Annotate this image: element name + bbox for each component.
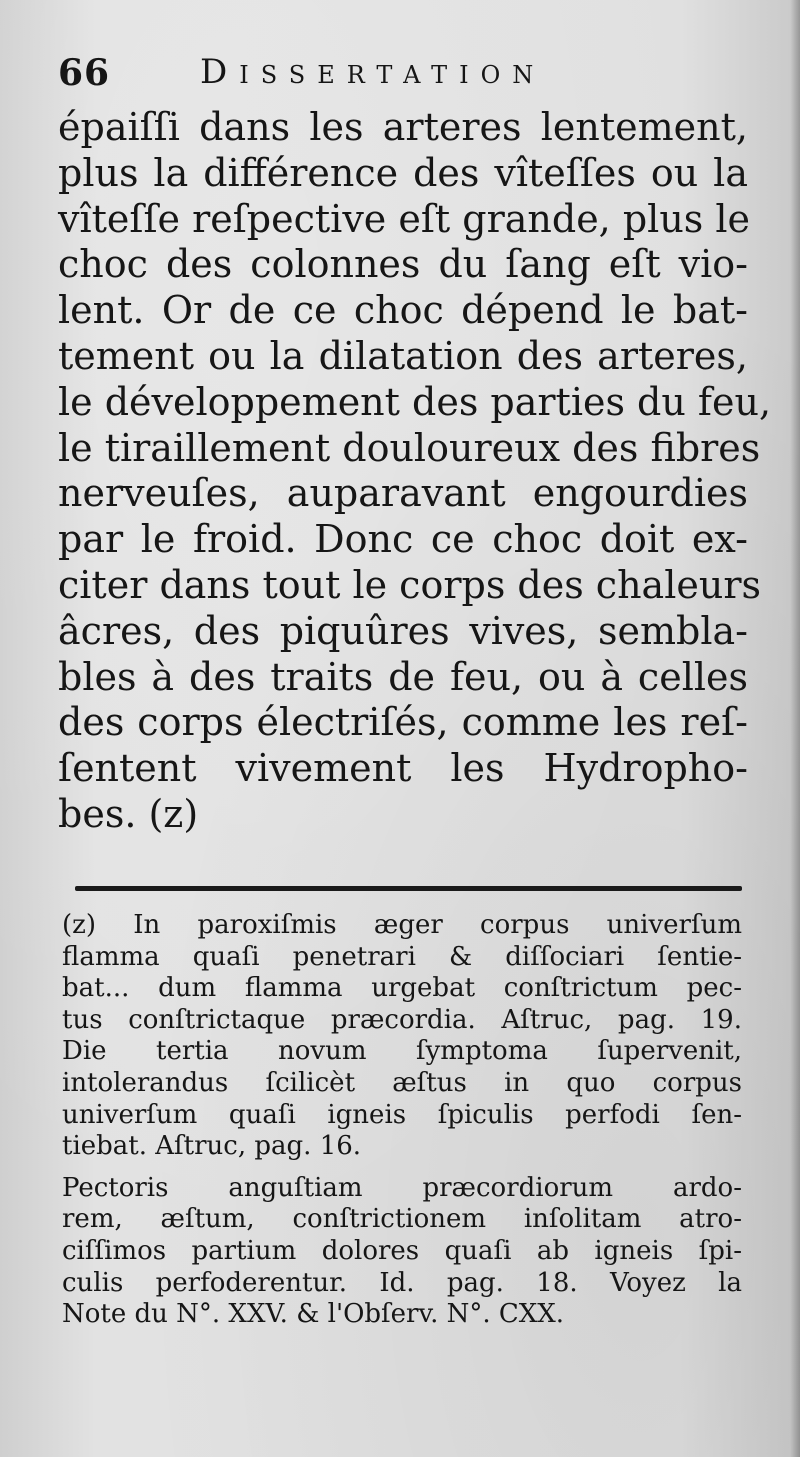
- text-line: le tiraillement douloureux des fibres: [58, 425, 761, 470]
- footnote-line: (z) In paroxiſmis æger corpus univerſum: [62, 910, 742, 940]
- page-edge-shadow: [790, 0, 800, 1457]
- text-line: bes. (z): [58, 791, 199, 836]
- text-line: vîteſſe reſpective eſt grande, plus le: [58, 196, 751, 241]
- footnote: [62, 910, 742, 1331]
- text-line: des corps électriſés, comme les reſ-: [58, 700, 748, 745]
- text-line: épaiſſi dans les arteres lentement,: [58, 105, 748, 149]
- text-line: choc des colonnes du ſang eſt vio-: [58, 242, 748, 287]
- footnote-line: Die tertia novum ſymptoma ſupervenit,: [62, 1036, 742, 1067]
- main-text: [58, 105, 772, 838]
- footnote-line: bat... dum flamma urgebat conſtrictum pec-: [62, 973, 742, 1004]
- text-line: tement ou la dilatation des arteres,: [58, 333, 748, 378]
- running-title: Dissertation: [200, 52, 546, 92]
- footnote-line: Note du N°. XXV. & l'Obſerv. N°. CXX.: [62, 1299, 565, 1330]
- footnote-line: culis perfoderentur. Id. pag. 18. Voyez la: [62, 1267, 742, 1298]
- page-header: [58, 52, 748, 102]
- footnote-divider: [75, 886, 742, 891]
- footnote-line: ciſſimos partium dolores quaſi ab igneis ſpi-: [62, 1235, 742, 1266]
- footnote-line: tiebat. Aſtruc, pag. 16.: [62, 1131, 362, 1162]
- footnote-line: tus conſtrictaque præcordia. Aſtruc, pag. 19.: [62, 1004, 742, 1035]
- footnote-line: Pectoris anguſtiam præcordiorum ardo-: [62, 1172, 742, 1203]
- text-line: le développement des parties du feu,: [58, 379, 772, 424]
- text-line: nerveuſes, auparavant engourdies: [58, 471, 748, 516]
- page-number: 66: [58, 52, 111, 94]
- text-line: bles à des traits de feu, ou à celles: [58, 654, 748, 699]
- text-line: lent. Or de ce choc dépend le bat-: [58, 288, 748, 333]
- footnote-line: univerſum quaſi igneis ſpiculis perfodi ſen-: [62, 1099, 742, 1130]
- text-line: par le froid. Donc ce choc doit ex-: [58, 517, 748, 562]
- footnote-line: intolerandus ſcilicèt æſtus in quo corpus: [62, 1067, 742, 1098]
- text-line: plus la différence des vîteſſes ou la: [58, 150, 748, 195]
- footnote-line: flamma quaſi penetrari & diſſociari ſentie-: [62, 941, 742, 972]
- text-line: ſentent vivement les Hydropho-: [58, 746, 748, 791]
- text-line: citer dans tout le corps des chaleurs: [58, 562, 761, 607]
- footnote-line: rem, æſtum, conſtrictionem inſolitam atro-: [62, 1204, 742, 1235]
- text-line: âcres, des piquûres vives, sembla-: [58, 608, 748, 653]
